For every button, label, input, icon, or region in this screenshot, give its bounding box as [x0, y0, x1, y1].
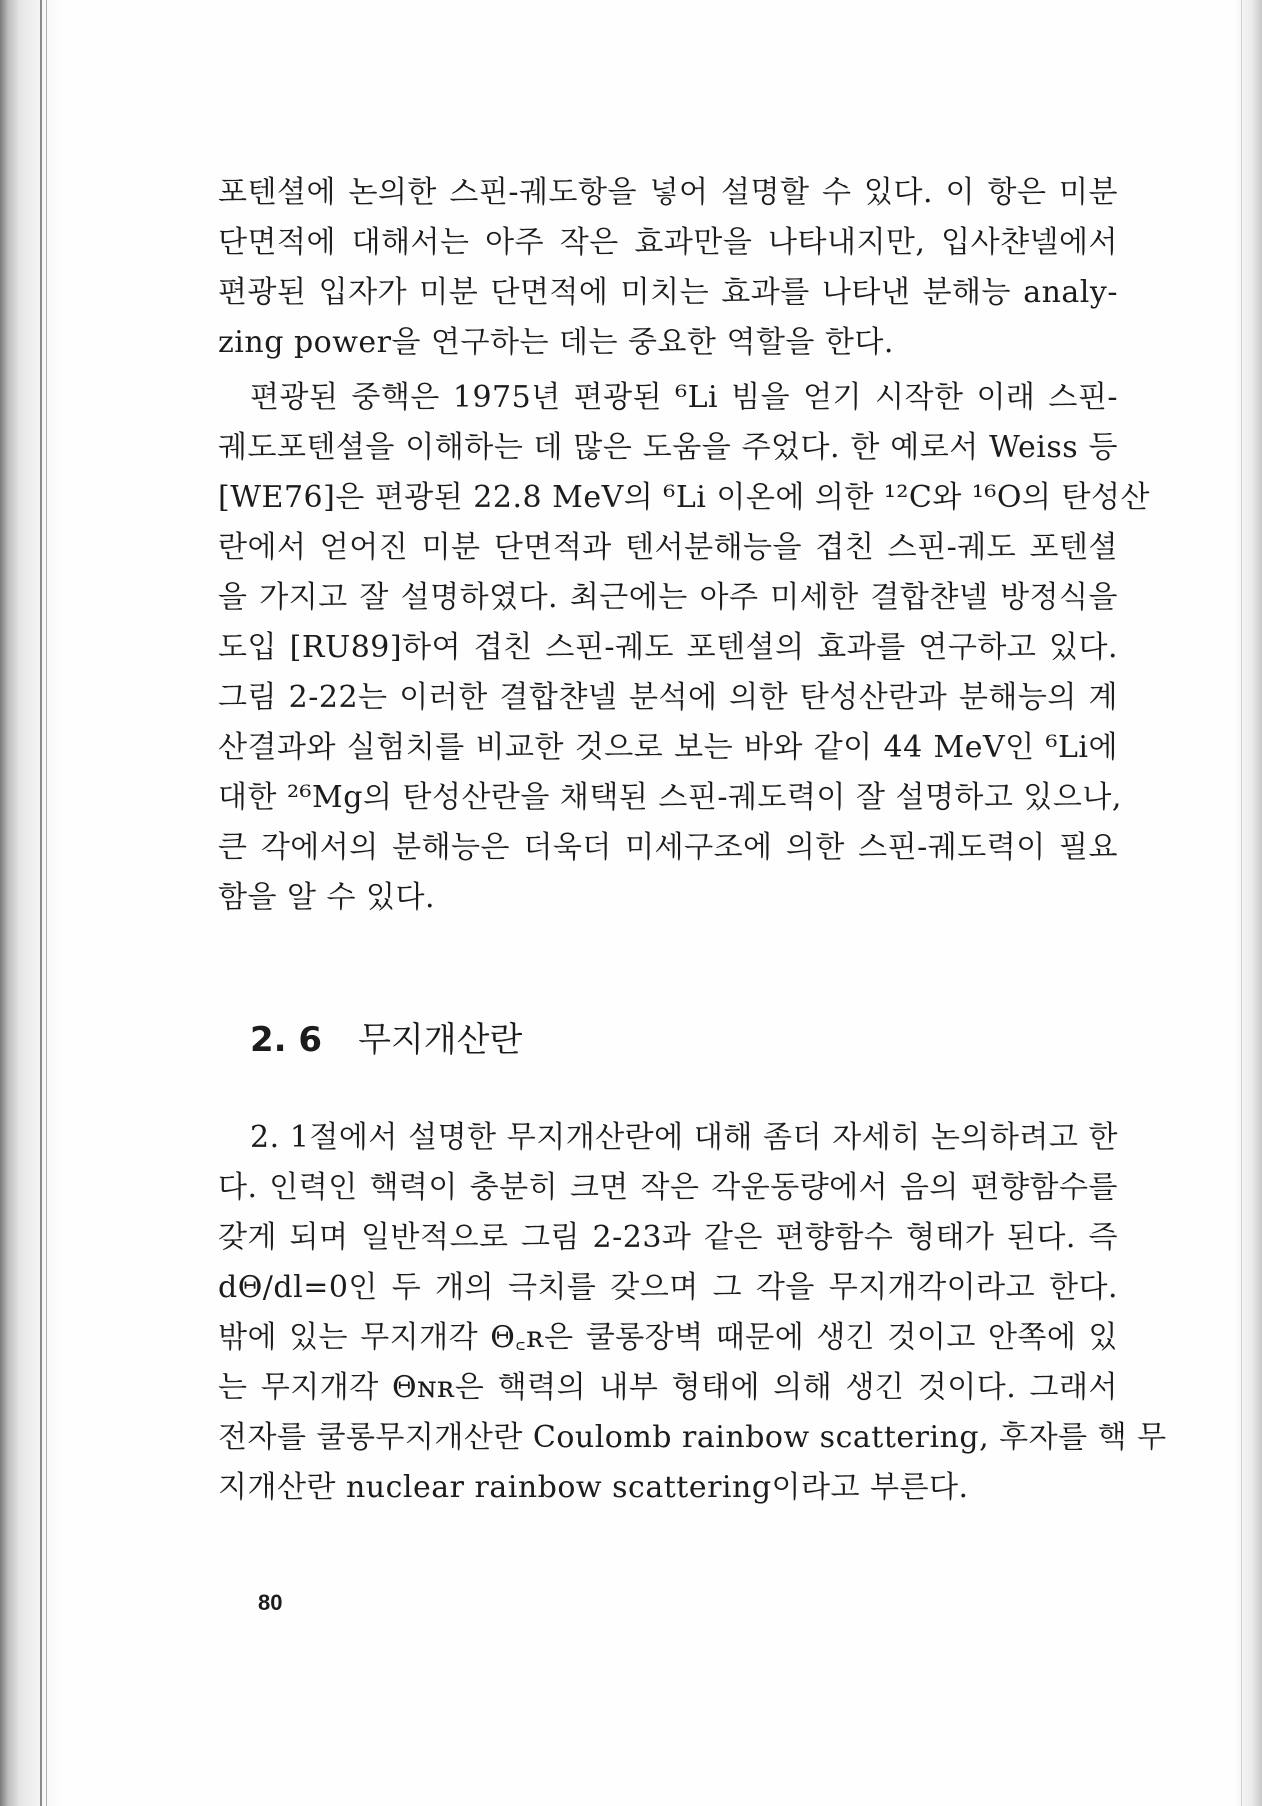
section-title: 무지개산란 [358, 1020, 523, 1060]
text-line: 포텐셜에 논의한 스핀-궤도항을 넣어 설명할 수 있다. 이 항은 미분 [218, 175, 1118, 210]
text-line: 편광된 중핵은 1975년 편광된 ⁶Li 빔을 얻기 시작한 이래 스핀- [250, 380, 1118, 415]
text-line: [WE76]은 편광된 22.8 MeV의 ⁶Li 이온에 의한 ¹²C와 ¹⁶O의 탄성산 [218, 480, 1150, 515]
text-line: 밖에 있는 무지개각 Θ꜀ʀ은 쿨롱장벽 때문에 생긴 것이고 안쪽에 있 [218, 1320, 1118, 1355]
page-number: 80 [258, 1590, 283, 1615]
text-line: 큰 각에서의 분해능은 더욱더 미세구조에 의한 스핀-궤도력이 필요 [218, 830, 1118, 865]
text-line: 지개산란 nuclear rainbow scattering이라고 부른다. [218, 1470, 969, 1505]
text-line: 2. 1절에서 설명한 무지개산란에 대해 좀더 자세히 논의하려고 한 [250, 1120, 1118, 1155]
text-line: 다. 인력인 핵력이 충분히 크면 작은 각운동량에서 음의 편향함수를 [218, 1170, 1118, 1205]
text-line: 대한 ²⁶Mg의 탄성산란을 채택된 스핀-궤도력이 잘 설명하고 있으나, [218, 780, 1122, 815]
text-line: 함을 알 수 있다. [218, 880, 436, 915]
text-line: 을 가지고 잘 설명하였다. 최근에는 아주 미세한 결합챤넬 방정식을 [218, 580, 1118, 615]
page-right-edge [1234, 0, 1262, 1806]
section-heading [250, 1010, 522, 1070]
text-line: 산결과와 실험치를 비교한 것으로 보는 바와 같이 44 MeV인 ⁶Li에 [218, 730, 1118, 765]
text-line: zing power을 연구하는 데는 중요한 역할을 한다. [218, 325, 894, 360]
book-spine-edge [0, 0, 64, 1806]
paragraph-2 [218, 373, 1150, 923]
text-line: 궤도포텐셜을 이해하는 데 많은 도움을 주었다. 한 예로서 Weiss 등 [218, 430, 1118, 465]
text-line: dΘ/dl=0인 두 개의 극치를 갖으며 그 각을 무지개각이라고 한다. [218, 1270, 1118, 1305]
text-line: 는 무지개각 Θɴʀ은 핵력의 내부 형태에 의해 생긴 것이다. 그래서 [218, 1370, 1118, 1405]
text-line: 란에서 얻어진 미분 단면적과 텐서분해능을 겹친 스핀-궤도 포텐셜 [218, 530, 1118, 565]
text-line: 편광된 입자가 미분 단면적에 미치는 효과를 나타낸 분해능 analy- [218, 275, 1118, 310]
text-line: 갖게 되며 일반적으로 그림 2-23과 같은 편향함수 형태가 된다. 즉 [218, 1220, 1118, 1255]
section-number: 2. 6 [250, 1020, 323, 1060]
paragraph-3 [218, 1113, 1167, 1513]
paragraph-1 [218, 168, 1118, 368]
text-line: 전자를 쿨롱무지개산란 Coulomb rainbow scattering, 후자를 핵 무 [218, 1420, 1167, 1455]
text-line: 도입 [RU89]하여 겹친 스핀-궤도 포텐셜의 효과를 연구하고 있다. [218, 630, 1118, 665]
text-line: 단면적에 대해서는 아주 작은 효과만을 나타내지만, 입사챤넬에서 [218, 225, 1118, 260]
text-line: 그림 2-22는 이러한 결합챤넬 분석에 의한 탄성산란과 분해능의 계 [218, 680, 1118, 715]
